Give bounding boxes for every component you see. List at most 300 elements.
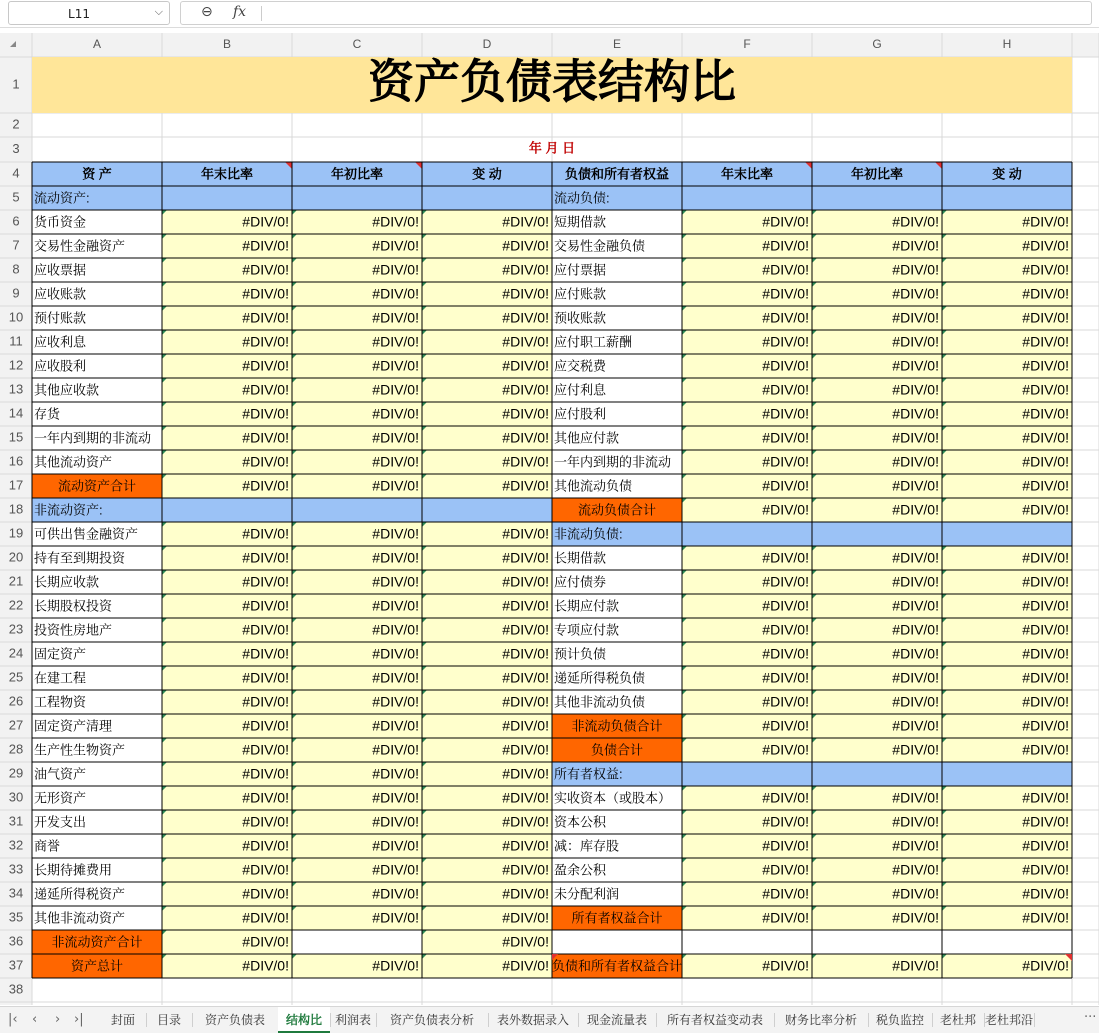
error-value: #DIV/0! — [892, 477, 939, 494]
error-value: #DIV/0! — [242, 285, 289, 302]
section-row-cell[interactable] — [292, 186, 422, 210]
zoom-icon[interactable]: ⊖ — [201, 4, 213, 20]
row-header-14: 14 — [8, 405, 24, 421]
error-value: #DIV/0! — [1022, 309, 1069, 326]
sheet-tab[interactable]: 目录 — [156, 1013, 181, 1027]
error-value: #DIV/0! — [1022, 429, 1069, 446]
row-header-4: 4 — [12, 165, 20, 181]
error-value: #DIV/0! — [892, 597, 939, 614]
error-value: #DIV/0! — [372, 309, 419, 326]
error-value: #DIV/0! — [372, 525, 419, 542]
sheet-tab[interactable]: 现金流量表 — [586, 1013, 647, 1027]
error-value: #DIV/0! — [502, 237, 549, 254]
error-value: #DIV/0! — [372, 213, 419, 230]
item-label: 在建工程 — [34, 670, 87, 686]
error-value: #DIV/0! — [502, 549, 549, 566]
item-label: 其他应收款 — [34, 382, 100, 398]
section-row-cell[interactable] — [162, 498, 292, 522]
error-value: #DIV/0! — [1022, 405, 1069, 422]
table-header-label: 变 动 — [472, 166, 502, 182]
item-label: 生产性生物资产 — [34, 742, 126, 758]
value-cell[interactable] — [292, 930, 422, 954]
error-value: #DIV/0! — [762, 309, 809, 326]
section-row-cell[interactable] — [292, 498, 422, 522]
error-value: #DIV/0! — [1022, 669, 1069, 686]
section-label: 流动资产: — [34, 190, 90, 206]
error-value: #DIV/0! — [372, 381, 419, 398]
error-value: #DIV/0! — [372, 453, 419, 470]
row-header-15: 15 — [8, 429, 24, 445]
sheet-tab[interactable]: 表外数据录入 — [496, 1013, 569, 1027]
error-value: #DIV/0! — [502, 477, 549, 494]
row-header-23: 23 — [8, 621, 24, 637]
error-value: #DIV/0! — [242, 693, 289, 710]
row-header-29: 29 — [8, 765, 24, 781]
error-value: #DIV/0! — [1022, 861, 1069, 878]
tab-divider — [1034, 1013, 1035, 1027]
item-label: 资本公积 — [554, 814, 607, 830]
chevron-down-icon[interactable]: ⌵ — [154, 5, 163, 18]
item-label: 开发支出 — [34, 814, 87, 830]
error-value: #DIV/0! — [1022, 333, 1069, 350]
item-label: 一年内到期的非流动 — [34, 430, 152, 446]
error-value: #DIV/0! — [762, 621, 809, 638]
error-value: #DIV/0! — [372, 549, 419, 566]
item-label: 其他流动资产 — [34, 454, 113, 470]
error-value: #DIV/0! — [762, 573, 809, 590]
error-value: #DIV/0! — [762, 333, 809, 350]
error-value: #DIV/0! — [502, 597, 549, 614]
subtotal-label: 所有者权益合计 — [571, 910, 663, 926]
row-header-32: 32 — [8, 837, 24, 853]
error-value: #DIV/0! — [372, 909, 419, 926]
column-header-h: H — [1002, 37, 1012, 52]
subtotal-label: 负债和所有者权益合计 — [551, 958, 683, 974]
error-value: #DIV/0! — [242, 573, 289, 590]
error-value: #DIV/0! — [762, 645, 809, 662]
item-label: 递延所得税负债 — [554, 670, 646, 686]
column-header-c: C — [352, 37, 362, 52]
error-value: #DIV/0! — [242, 525, 289, 542]
column-header-f: F — [743, 37, 751, 52]
error-value: #DIV/0! — [372, 237, 419, 254]
item-label: 其他流动负债 — [554, 478, 633, 494]
error-value: #DIV/0! — [892, 213, 939, 230]
item-label: 存货 — [34, 406, 61, 422]
item-label: 一年内到期的非流动 — [554, 454, 672, 470]
column-header-a: A — [92, 37, 102, 52]
column-header-g: G — [872, 37, 882, 52]
row-header-38: 38 — [8, 981, 24, 997]
name-box[interactable] — [8, 1, 170, 25]
item-label: 固定资产清理 — [34, 718, 113, 734]
error-value: #DIV/0! — [242, 645, 289, 662]
error-value: #DIV/0! — [502, 381, 549, 398]
row-header-16: 16 — [8, 453, 24, 469]
error-value: #DIV/0! — [242, 333, 289, 350]
error-value: #DIV/0! — [502, 933, 549, 950]
section-row-cell[interactable] — [682, 762, 812, 786]
sheet-tab[interactable]: 资产负债表分析 — [389, 1013, 474, 1027]
error-value: #DIV/0! — [502, 261, 549, 278]
column-header-bar — [0, 33, 1099, 57]
sheet-tab[interactable]: 资产负债表 — [204, 1013, 265, 1027]
section-label: 所有者权益: — [554, 766, 623, 782]
section-row-cell[interactable] — [942, 522, 1072, 546]
error-value: #DIV/0! — [762, 957, 809, 974]
sheet-tab[interactable]: 利润表 — [334, 1013, 371, 1027]
row-header-31: 31 — [8, 813, 24, 829]
error-value: #DIV/0! — [242, 717, 289, 734]
error-value: #DIV/0! — [762, 453, 809, 470]
table-header-label: 负债和所有者权益 — [564, 166, 670, 182]
section-row-cell[interactable] — [682, 186, 812, 210]
error-value: #DIV/0! — [502, 333, 549, 350]
item-label: 货币资金 — [34, 214, 87, 230]
error-value: #DIV/0! — [502, 861, 549, 878]
error-value: #DIV/0! — [502, 285, 549, 302]
first-sheet-icon[interactable]: |‹ — [8, 1012, 18, 1027]
error-value: #DIV/0! — [892, 381, 939, 398]
error-value: #DIV/0! — [242, 381, 289, 398]
formula-input-area[interactable] — [180, 1, 1092, 25]
error-value: #DIV/0! — [1022, 957, 1069, 974]
error-value: #DIV/0! — [242, 261, 289, 278]
error-value: #DIV/0! — [242, 909, 289, 926]
error-value: #DIV/0! — [242, 405, 289, 422]
error-value: #DIV/0! — [242, 837, 289, 854]
error-value: #DIV/0! — [372, 837, 419, 854]
item-label: 专项应付款 — [554, 622, 620, 638]
error-value: #DIV/0! — [892, 909, 939, 926]
error-value: #DIV/0! — [242, 933, 289, 950]
subtotal-label: 资产总计 — [70, 958, 124, 974]
fx-icon[interactable]: fx — [233, 4, 247, 20]
item-label: 投资性房地产 — [34, 622, 113, 638]
error-value: #DIV/0! — [892, 645, 939, 662]
row-header-25: 25 — [8, 669, 24, 685]
row-header-19: 19 — [8, 525, 24, 541]
section-label: 非流动负债: — [554, 526, 623, 542]
error-value: #DIV/0! — [892, 237, 939, 254]
sheet-tab[interactable]: 封面 — [110, 1013, 135, 1027]
section-row-cell[interactable] — [682, 522, 812, 546]
section-row-cell[interactable] — [422, 186, 552, 210]
section-row-cell[interactable] — [812, 186, 942, 210]
subtotal-label: 非流动资产合计 — [51, 934, 143, 950]
error-value: #DIV/0! — [502, 405, 549, 422]
item-label: 实收资本（或股本） — [554, 790, 672, 806]
error-value: #DIV/0! — [502, 765, 549, 782]
error-value: #DIV/0! — [372, 477, 419, 494]
row-header-28: 28 — [8, 741, 24, 757]
item-label: 应收股利 — [34, 358, 87, 374]
error-value: #DIV/0! — [372, 957, 419, 974]
error-value: #DIV/0! — [1022, 573, 1069, 590]
date-line: 年 月 日 — [528, 140, 576, 156]
row-header-21: 21 — [8, 573, 24, 589]
error-value: #DIV/0! — [762, 357, 809, 374]
item-label: 长期待摊费用 — [34, 862, 113, 878]
error-value: #DIV/0! — [372, 429, 419, 446]
blank-cell[interactable] — [552, 930, 682, 954]
error-value: #DIV/0! — [762, 285, 809, 302]
error-value: #DIV/0! — [762, 741, 809, 758]
sheet-tab[interactable]: 税负监控 — [875, 1013, 924, 1027]
error-value: #DIV/0! — [242, 357, 289, 374]
prev-sheet-icon[interactable]: ‹ — [32, 1012, 38, 1027]
error-value: #DIV/0! — [892, 309, 939, 326]
item-label: 盈余公积 — [554, 862, 607, 878]
error-value: #DIV/0! — [892, 789, 939, 806]
sheet-tab[interactable]: 老杜邦 — [939, 1013, 976, 1027]
error-value: #DIV/0! — [762, 813, 809, 830]
error-value: #DIV/0! — [242, 813, 289, 830]
error-value: #DIV/0! — [502, 309, 549, 326]
error-value: #DIV/0! — [372, 813, 419, 830]
item-label: 预收账款 — [554, 310, 607, 326]
item-label: 长期应收款 — [34, 574, 100, 590]
error-value: #DIV/0! — [502, 693, 549, 710]
sheet-tab[interactable]: 所有者权益变动表 — [666, 1013, 763, 1027]
error-value: #DIV/0! — [502, 789, 549, 806]
error-value: #DIV/0! — [892, 357, 939, 374]
error-value: #DIV/0! — [502, 813, 549, 830]
error-value: #DIV/0! — [242, 669, 289, 686]
error-value: #DIV/0! — [762, 549, 809, 566]
item-label: 应收账款 — [34, 286, 87, 302]
row-header-13: 13 — [8, 381, 24, 397]
item-label: 长期股权投资 — [34, 598, 113, 614]
row-header-17: 17 — [8, 477, 24, 493]
item-label: 应收票据 — [34, 262, 87, 278]
item-label: 预计负债 — [554, 646, 607, 662]
error-value: #DIV/0! — [242, 621, 289, 638]
section-label: 流动负债: — [554, 190, 610, 206]
row-header-18: 18 — [8, 501, 24, 517]
error-value: #DIV/0! — [762, 477, 809, 494]
item-label: 工程物资 — [34, 694, 87, 710]
item-label: 持有至到期投资 — [34, 550, 126, 566]
row-header-27: 27 — [8, 717, 24, 733]
error-value: #DIV/0! — [762, 261, 809, 278]
error-value: #DIV/0! — [1022, 501, 1069, 518]
error-value: #DIV/0! — [502, 573, 549, 590]
error-value: #DIV/0! — [762, 861, 809, 878]
error-value: #DIV/0! — [372, 357, 419, 374]
table-header-label: 年初比率 — [330, 166, 384, 182]
row-header-6: 6 — [12, 213, 20, 229]
error-value: #DIV/0! — [502, 453, 549, 470]
error-value: #DIV/0! — [372, 573, 419, 590]
error-value: #DIV/0! — [1022, 285, 1069, 302]
error-value: #DIV/0! — [892, 861, 939, 878]
item-label: 应付利息 — [554, 382, 607, 398]
error-value: #DIV/0! — [1022, 549, 1069, 566]
last-sheet-icon[interactable]: ›| — [74, 1012, 84, 1027]
subtotal-label: 流动负债合计 — [577, 502, 657, 518]
error-value: #DIV/0! — [502, 213, 549, 230]
error-value: #DIV/0! — [892, 741, 939, 758]
item-label: 应付账款 — [554, 286, 607, 302]
item-label: 其他应付款 — [554, 430, 620, 446]
error-value: #DIV/0! — [892, 693, 939, 710]
formula-divider — [261, 6, 262, 21]
item-label: 油气资产 — [34, 766, 87, 782]
error-value: #DIV/0! — [1022, 837, 1069, 854]
item-label: 其他非流动资产 — [34, 910, 126, 926]
sheet-tab[interactable]: 财务比率分析 — [784, 1013, 857, 1027]
error-value: #DIV/0! — [762, 381, 809, 398]
error-value: #DIV/0! — [242, 309, 289, 326]
error-value: #DIV/0! — [242, 549, 289, 566]
error-value: #DIV/0! — [762, 501, 809, 518]
error-value: #DIV/0! — [372, 717, 419, 734]
error-value: #DIV/0! — [1022, 237, 1069, 254]
error-value: #DIV/0! — [1022, 645, 1069, 662]
row-header-37: 37 — [8, 957, 24, 973]
error-value: #DIV/0! — [242, 453, 289, 470]
error-value: #DIV/0! — [1022, 357, 1069, 374]
error-value: #DIV/0! — [1022, 717, 1069, 734]
item-label: 无形资产 — [34, 790, 87, 806]
row-header-26: 26 — [8, 693, 24, 709]
error-value: #DIV/0! — [372, 597, 419, 614]
item-label: 应付票据 — [554, 262, 607, 278]
item-label: 应交税费 — [554, 358, 607, 374]
item-label: 应收利息 — [34, 334, 87, 350]
error-value: #DIV/0! — [502, 885, 549, 902]
error-value: #DIV/0! — [242, 765, 289, 782]
error-value: #DIV/0! — [892, 621, 939, 638]
section-row-cell[interactable] — [942, 762, 1072, 786]
error-value: #DIV/0! — [892, 549, 939, 566]
section-row-cell[interactable] — [812, 762, 942, 786]
error-value: #DIV/0! — [242, 429, 289, 446]
section-row-cell[interactable] — [812, 522, 942, 546]
section-label: 非流动资产: — [34, 502, 103, 518]
error-value: #DIV/0! — [242, 597, 289, 614]
error-value: #DIV/0! — [1022, 813, 1069, 830]
error-value: #DIV/0! — [762, 693, 809, 710]
blank-cell[interactable] — [942, 930, 1072, 954]
row-header-12: 12 — [8, 357, 24, 373]
error-value: #DIV/0! — [372, 621, 419, 638]
row-header-11: 11 — [9, 333, 23, 349]
error-value: #DIV/0! — [242, 741, 289, 758]
error-value: #DIV/0! — [1022, 261, 1069, 278]
error-value: #DIV/0! — [892, 453, 939, 470]
worksheet-grid[interactable] — [0, 33, 1099, 1005]
error-value: #DIV/0! — [892, 717, 939, 734]
error-value: #DIV/0! — [502, 957, 549, 974]
error-value: #DIV/0! — [762, 237, 809, 254]
error-value: #DIV/0! — [242, 789, 289, 806]
error-value: #DIV/0! — [372, 333, 419, 350]
error-value: #DIV/0! — [502, 525, 549, 542]
section-row-cell[interactable] — [422, 498, 552, 522]
error-value: #DIV/0! — [1022, 477, 1069, 494]
error-value: #DIV/0! — [762, 405, 809, 422]
error-value: #DIV/0! — [372, 645, 419, 662]
row-header-1: 1 — [12, 76, 20, 92]
error-value: #DIV/0! — [242, 861, 289, 878]
error-value: #DIV/0! — [1022, 741, 1069, 758]
column-header-d: D — [482, 37, 492, 52]
item-label: 减：库存股 — [554, 838, 620, 854]
item-label: 预付账款 — [34, 310, 87, 326]
error-value: #DIV/0! — [762, 885, 809, 902]
row-header-22: 22 — [8, 597, 24, 613]
error-value: #DIV/0! — [502, 621, 549, 638]
next-sheet-icon[interactable]: › — [55, 1012, 61, 1027]
error-value: #DIV/0! — [1022, 909, 1069, 926]
row-header-7: 7 — [12, 237, 20, 253]
error-value: #DIV/0! — [892, 837, 939, 854]
row-header-34: 34 — [8, 885, 24, 901]
blank-cell[interactable] — [682, 930, 812, 954]
error-value: #DIV/0! — [762, 669, 809, 686]
blank-cell[interactable] — [812, 930, 942, 954]
error-value: #DIV/0! — [372, 693, 419, 710]
error-value: #DIV/0! — [892, 885, 939, 902]
section-row-cell[interactable] — [162, 186, 292, 210]
more-tabs-icon[interactable]: ··· — [1084, 1010, 1097, 1025]
error-value: #DIV/0! — [242, 213, 289, 230]
error-value: #DIV/0! — [892, 501, 939, 518]
section-row-cell[interactable] — [942, 186, 1072, 210]
row-header-2: 2 — [12, 116, 20, 132]
error-value: #DIV/0! — [372, 885, 419, 902]
sheet-tab[interactable]: 老杜邦沿 — [984, 1013, 1033, 1027]
error-value: #DIV/0! — [1022, 213, 1069, 230]
sheet-tab[interactable]: 结构比 — [278, 1007, 330, 1033]
error-value: #DIV/0! — [1022, 885, 1069, 902]
row-header-20: 20 — [8, 549, 24, 565]
error-value: #DIV/0! — [1022, 453, 1069, 470]
error-value: #DIV/0! — [892, 261, 939, 278]
item-label: 交易性金融负债 — [554, 238, 646, 254]
error-value: #DIV/0! — [372, 669, 419, 686]
row-header-5: 5 — [12, 189, 20, 205]
error-value: #DIV/0! — [372, 261, 419, 278]
error-value: #DIV/0! — [892, 669, 939, 686]
error-value: #DIV/0! — [1022, 381, 1069, 398]
error-value: #DIV/0! — [1022, 597, 1069, 614]
item-label: 应付职工薪酬 — [554, 334, 633, 350]
error-value: #DIV/0! — [892, 405, 939, 422]
error-value: #DIV/0! — [762, 717, 809, 734]
item-label: 长期借款 — [554, 550, 607, 566]
error-value: #DIV/0! — [372, 789, 419, 806]
item-label: 其他非流动负债 — [554, 694, 646, 710]
error-value: #DIV/0! — [1022, 693, 1069, 710]
error-value: #DIV/0! — [502, 669, 549, 686]
error-value: #DIV/0! — [372, 405, 419, 422]
row-header-9: 9 — [12, 285, 20, 301]
table-header-label: 变 动 — [992, 166, 1022, 182]
item-label: 商誉 — [34, 838, 61, 854]
name-box-value: L11 — [68, 7, 90, 21]
error-value: #DIV/0! — [502, 741, 549, 758]
row-header-35: 35 — [8, 909, 24, 925]
error-value: #DIV/0! — [1022, 621, 1069, 638]
error-value: #DIV/0! — [242, 957, 289, 974]
item-label: 应付债券 — [554, 574, 607, 590]
item-label: 递延所得税资产 — [34, 886, 126, 902]
item-label: 长期应付款 — [554, 598, 620, 614]
error-value: #DIV/0! — [762, 429, 809, 446]
